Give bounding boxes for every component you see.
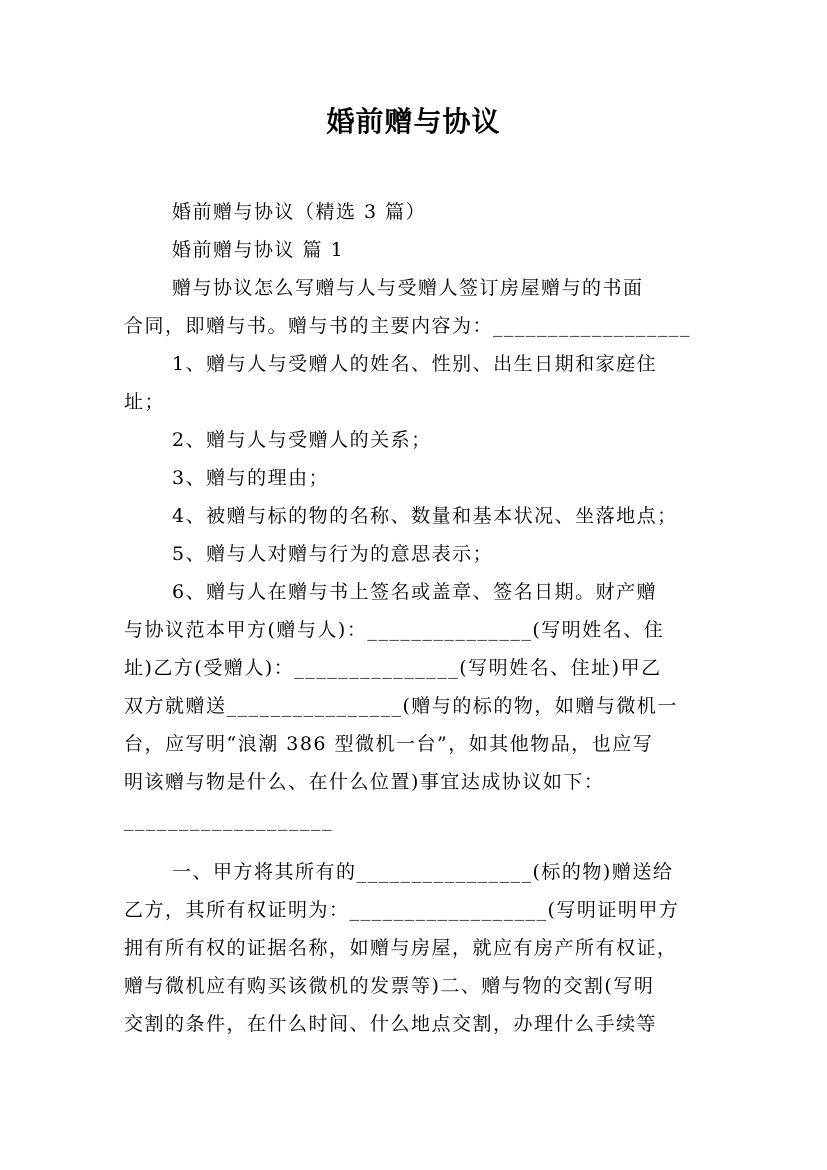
document-title: 婚前赠与协议 xyxy=(326,105,501,138)
paragraph-line: 合同，即赠与书。赠与书的主要内容为：__________________ xyxy=(124,315,692,337)
paragraph-line: 双方就赠送________________(赠与的标的物，如赠与微机一 xyxy=(124,695,678,717)
list-item-line: 3、赠与的理由； xyxy=(172,467,330,489)
document-body xyxy=(124,193,704,1043)
blank-line: ___________________ xyxy=(124,809,333,831)
list-item-line: 2、赠与人与受赠人的关系； xyxy=(172,429,432,451)
section-heading: 婚前赠与协议 篇 1 xyxy=(172,239,345,261)
subtitle-line: 婚前赠与协议（精选 3 篇） xyxy=(172,201,427,223)
paragraph-line: 明该赠与物是什么、在什么位置)事宜达成协议如下： xyxy=(124,771,605,793)
spacer xyxy=(124,839,704,853)
paragraph-line: 与协议范本甲方(赠与人)：_______________(写明姓名、住 xyxy=(124,619,665,641)
list-item-line: 6、赠与人在赠与书上签名或盖章、签名日期。财产赠 xyxy=(172,581,658,603)
list-item-line: 址； xyxy=(124,391,166,413)
paragraph-line: 址)乙方(受赠人)：_______________(写明姓名、住址)甲乙 xyxy=(124,657,662,679)
list-item-line: 4、被赠与标的物的名称、数量和基本状况、坐落地点； xyxy=(172,505,678,527)
list-item-line: 5、赠与人对赠与行为的意思表示； xyxy=(172,543,494,565)
list-item-line: 1、赠与人与受赠人的姓名、性别、出生日期和家庭住 xyxy=(172,353,658,375)
paragraph-line: 赠与微机应有购买该微机的发票等)二、赠与物的交割(写明 xyxy=(124,975,655,997)
paragraph-line: 台，应写明“浪潮 386 型微机一台”，如其他物品，也应写 xyxy=(124,733,654,755)
paragraph-line: 乙方，其所有权证明为：__________________(写明证明甲方 xyxy=(124,899,680,921)
paragraph-line: 交割的条件，在什么时间、什么地点交割，办理什么手续等 xyxy=(124,1013,658,1035)
paragraph-line: 一、甲方将其所有的________________(标的物)赠送给 xyxy=(172,861,674,883)
paragraph-line: 赠与协议怎么写赠与人与受赠人签订房屋赠与的书面 xyxy=(172,277,644,299)
paragraph-line: 拥有所有权的证据名称，如赠与房屋，就应有房产所有权证， xyxy=(124,937,678,959)
